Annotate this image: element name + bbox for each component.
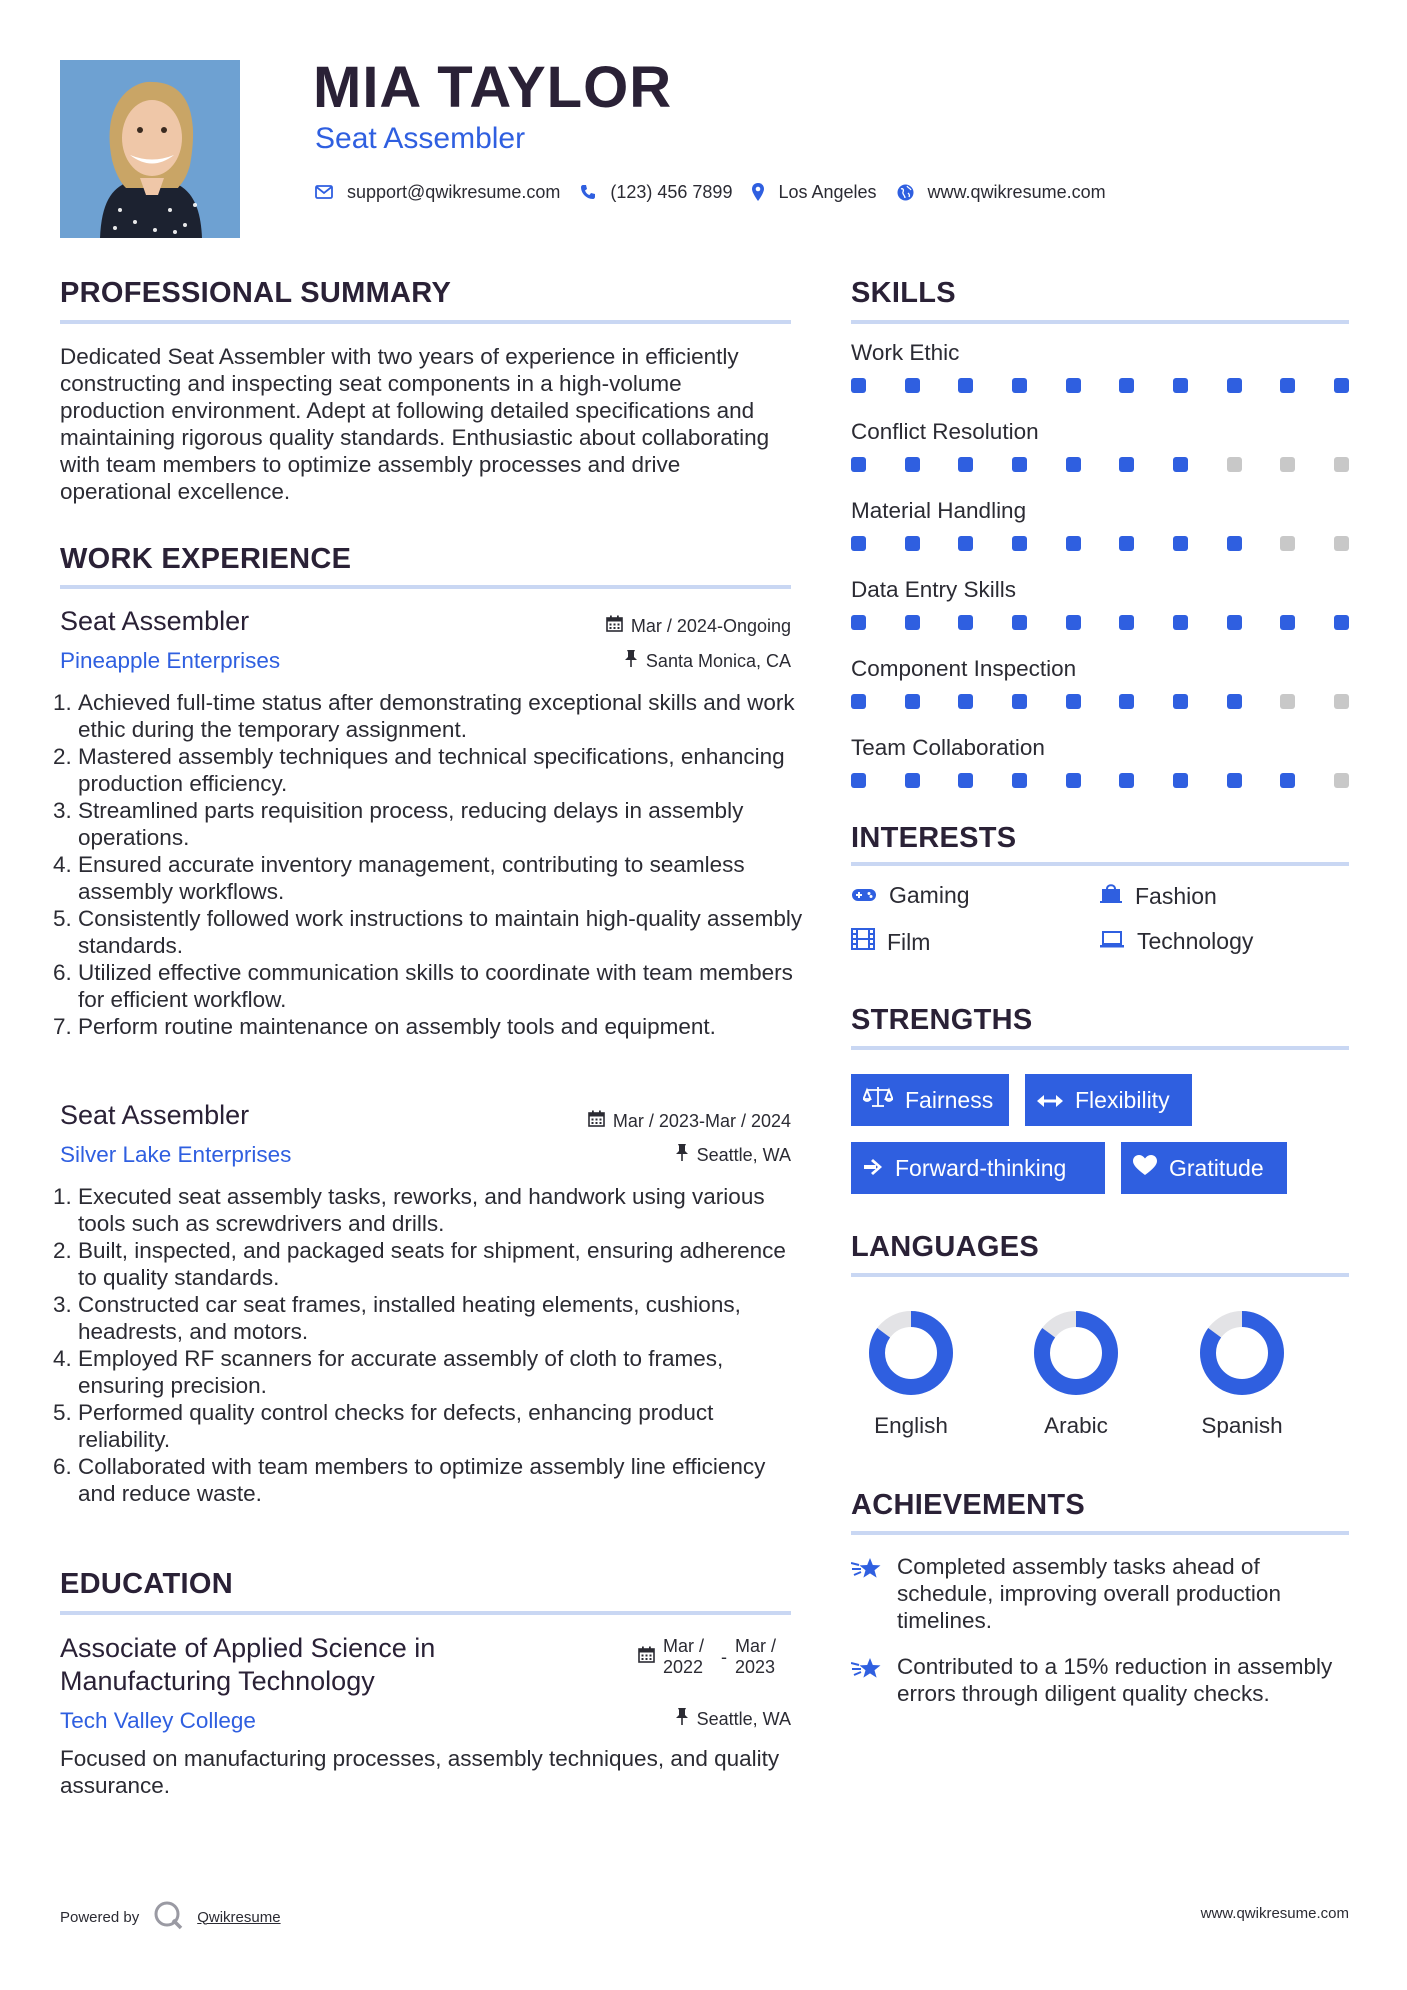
profile-photo	[60, 60, 240, 238]
school-name: Tech Valley College	[60, 1708, 256, 1733]
job-duties-list	[60, 1183, 809, 1507]
rating-dot-empty	[1227, 457, 1242, 472]
rating-dot-filled	[1280, 378, 1295, 393]
summary-text: Dedicated Seat Assembler with two years of experience in efficiently constructing and inspecting seat components in a high-volume production environment. Adept at following detailed specifications and maintaining rigorous quality standards. Enthusiastic about collaborating with team members to optimize assembly processes and drive operational excellence.	[60, 344, 770, 504]
email-text: support@qwikresume.com	[347, 181, 561, 202]
rating-dot-empty	[1334, 694, 1349, 709]
language-label: English	[874, 1413, 948, 1438]
rating-dot-filled	[851, 378, 866, 393]
rating-dot-filled	[851, 694, 866, 709]
experience-divider	[60, 585, 791, 589]
language-spanish	[1182, 1310, 1302, 1439]
interests-divider	[851, 862, 1349, 866]
rating-dot-filled	[958, 694, 973, 709]
arrow-right-icon	[863, 1155, 883, 1182]
achievement-text: Completed assembly tasks ahead of schedule, improving overall production timelines.	[897, 1554, 1281, 1633]
rating-dot-filled	[905, 773, 920, 788]
rating-dot-filled	[905, 378, 920, 393]
job-duties-list	[60, 689, 809, 1040]
rating-dot-filled	[905, 536, 920, 551]
skill-rating	[851, 378, 1349, 394]
education-location	[675, 1708, 791, 1730]
rating-dot-filled	[851, 773, 866, 788]
rating-dot-filled	[1066, 615, 1081, 630]
rating-dot-filled	[1066, 457, 1081, 472]
job-dates-text: Mar / 2024-Ongoing	[630, 615, 791, 636]
strength-gratitude	[1121, 1142, 1287, 1194]
interest-label: Fashion	[1135, 882, 1217, 909]
qwikresume-link[interactable]: Qwikresume	[197, 1908, 281, 1926]
pushpin-icon	[675, 1144, 689, 1166]
rating-dot-filled	[1119, 536, 1134, 551]
rating-dot-filled	[958, 536, 973, 551]
rating-dot-empty	[1280, 694, 1295, 709]
strength-label: Fairness	[905, 1086, 994, 1113]
rating-dot-filled	[1173, 536, 1188, 551]
footer-website[interactable]: www.qwikresume.com	[1200, 1905, 1349, 1922]
list-item: 2. Mastered assembly techniques and technical specifications, enhancing production efficiency.	[78, 743, 809, 797]
footer-powered-by	[60, 1900, 281, 1934]
skill-item	[851, 577, 1349, 631]
skill-item	[851, 656, 1349, 710]
powered-by-text: Powered by	[60, 1908, 140, 1926]
contact-email[interactable]	[315, 182, 560, 203]
arrows-horizontal-icon	[1037, 1087, 1063, 1114]
job-location-text: Santa Monica, CA	[645, 650, 791, 671]
job-dates	[606, 615, 791, 637]
envelope-icon	[315, 185, 333, 199]
candidate-name: MIA TAYLOR	[313, 55, 673, 120]
shopping-bag-icon	[1099, 882, 1123, 910]
rating-dot-filled	[1119, 615, 1134, 630]
rating-dot-filled	[905, 615, 920, 630]
rating-dot-filled	[1119, 694, 1134, 709]
calendar-icon	[588, 1110, 605, 1132]
rating-dot-filled	[851, 615, 866, 630]
education-location-text: Seattle, WA	[696, 1708, 791, 1729]
job-location	[675, 1144, 791, 1166]
location-text: Los Angeles	[778, 181, 877, 202]
rating-dot-filled	[851, 536, 866, 551]
laptop-icon	[1099, 928, 1125, 955]
list-item: 1. Executed seat assembly tasks, reworks, and handwork using various tools such as screwdrivers and drills.	[78, 1183, 809, 1237]
qwikresume-logo-icon	[153, 1900, 183, 1934]
strength-fairness	[851, 1074, 1009, 1126]
rating-dot-filled	[851, 457, 866, 472]
pushpin-icon	[624, 650, 638, 672]
job-dates-text: Mar / 2023-Mar / 2024	[612, 1110, 791, 1131]
rating-dot-filled	[1012, 694, 1027, 709]
proficiency-ring	[1199, 1310, 1285, 1396]
skill-name: Conflict Resolution	[851, 419, 1039, 444]
heart-icon	[1133, 1155, 1157, 1182]
strengths-divider	[851, 1046, 1349, 1050]
candidate-role: Seat Assembler	[315, 122, 526, 155]
rating-dot-filled	[905, 457, 920, 472]
list-item: 3. Constructed car seat frames, installed heating elements, cushions, headrests, and motors.	[78, 1291, 809, 1345]
skill-item	[851, 419, 1349, 473]
rating-dot-empty	[1280, 536, 1295, 551]
degree-title: Associate of Applied Science in Manufacturing Technology	[60, 1633, 436, 1696]
rating-dot-filled	[1227, 536, 1242, 551]
list-item: 1. Achieved full-time status after demonstrating exceptional skills and work ethic during the temporary assignment.	[78, 689, 809, 743]
strength-forward-thinking	[851, 1142, 1105, 1194]
rating-dot-filled	[1173, 694, 1188, 709]
rating-dot-filled	[1173, 378, 1188, 393]
rating-dot-empty	[1334, 457, 1349, 472]
list-item: 4. Employed RF scanners for accurate assembly of cloth to frames, ensuring precision.	[78, 1345, 809, 1399]
strength-label: Forward-thinking	[895, 1154, 1067, 1181]
summary-heading: PROFESSIONAL SUMMARY	[60, 277, 452, 309]
proficiency-ring	[1033, 1310, 1119, 1396]
job-dates	[588, 1110, 791, 1132]
rating-dot-filled	[1119, 378, 1134, 393]
strength-label: Flexibility	[1075, 1086, 1170, 1113]
skills-heading: SKILLS	[851, 277, 956, 309]
rating-dot-filled	[1173, 773, 1188, 788]
list-item: 6. Collaborated with team members to optimize assembly line efficiency and reduce waste.	[78, 1453, 809, 1507]
rating-dot-filled	[1012, 773, 1027, 788]
list-item: 2. Built, inspected, and packaged seats for shipment, ensuring adherence to quality standards.	[78, 1237, 809, 1291]
education-divider	[60, 1611, 791, 1615]
rating-dot-filled	[958, 378, 973, 393]
achievements-divider	[851, 1531, 1349, 1535]
calendar-icon	[606, 615, 623, 637]
balance-scale-icon	[863, 1085, 893, 1115]
interest-film	[851, 928, 930, 956]
interest-label: Gaming	[889, 882, 970, 908]
education-start-date: Mar / 2022	[663, 1636, 705, 1677]
rating-dot-filled	[1334, 615, 1349, 630]
job-location-text: Seattle, WA	[696, 1144, 791, 1165]
education-end-date: Mar / 2023	[735, 1636, 777, 1677]
job-title: Seat Assembler	[60, 1100, 250, 1130]
rating-dot-filled	[1012, 457, 1027, 472]
education-heading: EDUCATION	[60, 1568, 233, 1600]
shooting-star-icon	[851, 1557, 883, 1634]
experience-heading: WORK EXPERIENCE	[60, 543, 352, 575]
proficiency-ring	[868, 1310, 954, 1396]
achievement-item	[851, 1653, 1349, 1707]
rating-dot-filled	[1227, 773, 1242, 788]
strength-label: Gratitude	[1169, 1154, 1264, 1181]
rating-dot-filled	[1119, 457, 1134, 472]
rating-dot-filled	[1280, 615, 1295, 630]
language-english	[851, 1310, 971, 1439]
shooting-star-icon	[851, 1657, 883, 1707]
interest-gaming	[851, 882, 970, 909]
website-text: www.qwikresume.com	[927, 181, 1106, 202]
phone-icon	[580, 184, 596, 200]
rating-dot-filled	[1280, 773, 1295, 788]
rating-dot-filled	[1066, 694, 1081, 709]
strength-flexibility	[1025, 1074, 1192, 1126]
skill-item	[851, 735, 1349, 789]
skill-rating	[851, 615, 1349, 631]
skills-list	[851, 340, 1349, 814]
interest-label: Technology	[1137, 928, 1254, 954]
rating-dot-empty	[1334, 536, 1349, 551]
rating-dot-filled	[958, 457, 973, 472]
list-item: 4. Ensured accurate inventory management, contributing to seamless assembly workflows.	[78, 851, 809, 905]
list-item: 6. Utilized effective communication skills to coordinate with team members for efficient workflow.	[78, 959, 809, 1013]
rating-dot-filled	[1012, 378, 1027, 393]
contact-bar	[315, 178, 1112, 206]
language-arabic	[1016, 1310, 1136, 1439]
achievements-heading: ACHIEVEMENTS	[851, 1489, 1086, 1521]
skill-rating	[851, 457, 1349, 473]
rating-dot-filled	[1066, 378, 1081, 393]
job-company: Silver Lake Enterprises	[60, 1142, 292, 1167]
gamepad-icon	[851, 882, 877, 909]
skill-name: Component Inspection	[851, 656, 1077, 681]
rating-dot-filled	[1012, 536, 1027, 551]
rating-dot-filled	[1227, 615, 1242, 630]
skill-rating	[851, 536, 1349, 552]
rating-dot-filled	[1227, 694, 1242, 709]
skill-name: Data Entry Skills	[851, 577, 1017, 602]
contact-phone[interactable]	[580, 182, 732, 203]
contact-website[interactable]	[897, 182, 1106, 203]
rating-dot-filled	[1334, 378, 1349, 393]
education-description: Focused on manufacturing processes, assembly techniques, and quality assurance.	[60, 1746, 780, 1798]
skill-name: Material Handling	[851, 498, 1027, 523]
rating-dot-empty	[1334, 773, 1349, 788]
job-title: Seat Assembler	[60, 606, 250, 636]
job-location	[624, 650, 791, 672]
interest-technology	[1099, 928, 1253, 955]
achievement-item	[851, 1553, 1349, 1634]
education-date-separator: -	[721, 1646, 727, 1667]
skill-item	[851, 340, 1349, 394]
film-icon	[851, 928, 875, 956]
rating-dot-filled	[905, 694, 920, 709]
job-company: Pineapple Enterprises	[60, 648, 281, 673]
calendar-icon	[638, 1646, 655, 1668]
globe-icon	[897, 184, 914, 201]
list-item: 5. Performed quality control checks for defects, enhancing product reliability.	[78, 1399, 809, 1453]
skill-rating	[851, 694, 1349, 710]
rating-dot-empty	[1280, 457, 1295, 472]
skill-rating	[851, 773, 1349, 789]
rating-dot-filled	[958, 615, 973, 630]
rating-dot-filled	[1066, 773, 1081, 788]
map-pin-icon	[752, 183, 764, 201]
language-label: Spanish	[1201, 1413, 1283, 1438]
language-label: Arabic	[1044, 1413, 1108, 1438]
summary-divider	[60, 320, 791, 324]
rating-dot-filled	[1227, 378, 1242, 393]
languages-divider	[851, 1273, 1349, 1277]
rating-dot-filled	[958, 773, 973, 788]
list-item: 3. Streamlined parts requisition process, reducing delays in assembly operations.	[78, 797, 809, 851]
rating-dot-filled	[1173, 615, 1188, 630]
education-dates	[638, 1636, 785, 1678]
strengths-heading: STRENGTHS	[851, 1004, 1033, 1036]
rating-dot-filled	[1012, 615, 1027, 630]
interest-label: Film	[887, 928, 931, 955]
skill-name: Team Collaboration	[851, 735, 1045, 760]
skill-name: Work Ethic	[851, 340, 960, 365]
interests-heading: INTERESTS	[851, 822, 1017, 854]
pushpin-icon	[675, 1708, 689, 1730]
list-item: 7. Perform routine maintenance on assembly tools and equipment.	[78, 1013, 809, 1040]
rating-dot-filled	[1173, 457, 1188, 472]
interest-fashion	[1099, 882, 1217, 910]
achievement-text: Contributed to a 15% reduction in assembly errors through diligent quality checks.	[897, 1654, 1333, 1706]
contact-location	[752, 182, 876, 203]
skill-item	[851, 498, 1349, 552]
languages-heading: LANGUAGES	[851, 1231, 1039, 1263]
rating-dot-filled	[1066, 536, 1081, 551]
list-item: 5. Consistently followed work instructions to maintain high-quality assembly standards.	[78, 905, 809, 959]
skills-divider	[851, 320, 1349, 324]
phone-text: (123) 456 7899	[610, 181, 733, 202]
rating-dot-filled	[1119, 773, 1134, 788]
